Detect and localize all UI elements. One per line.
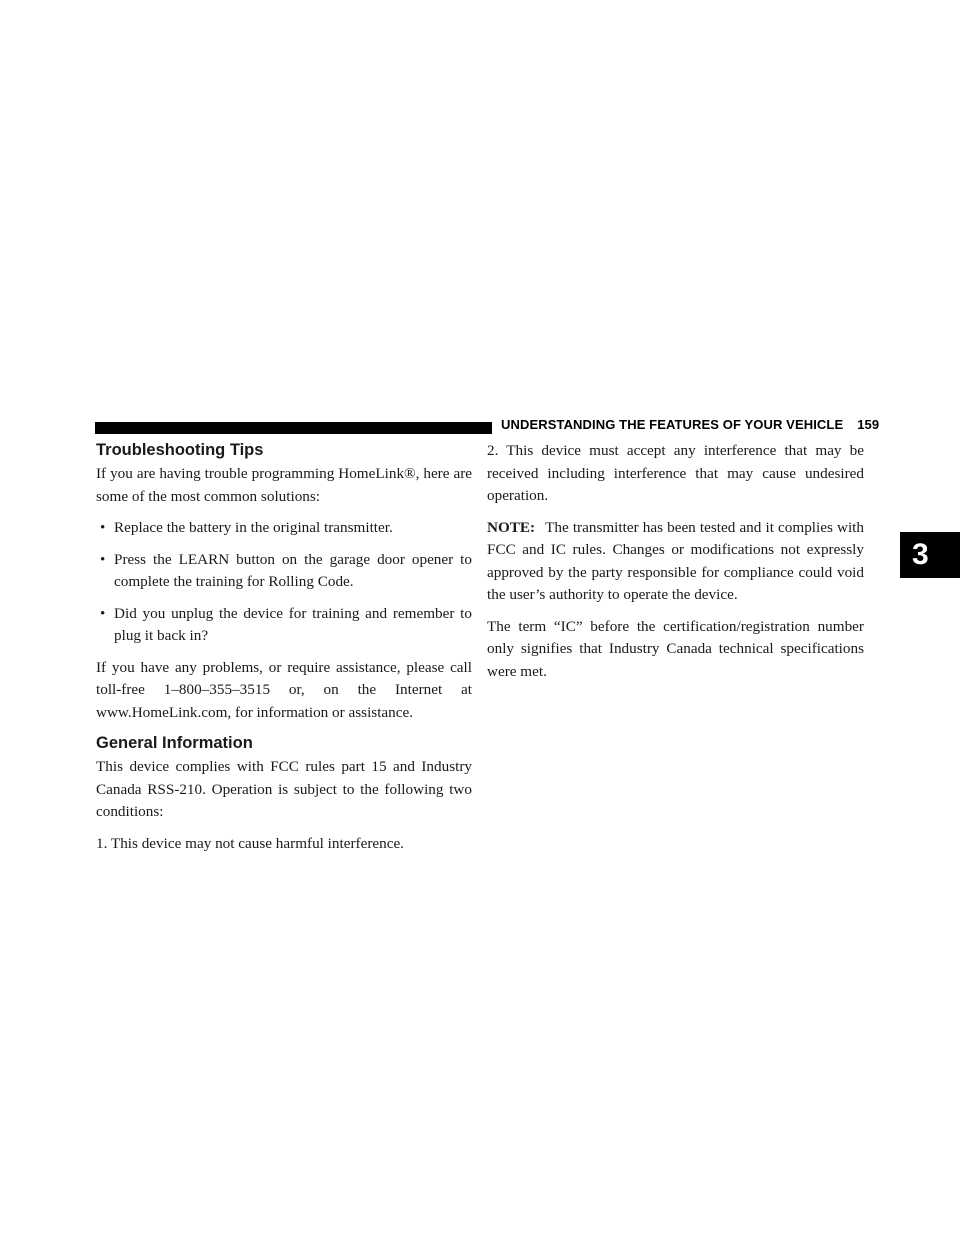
ic-paragraph: The term “IC” before the certification/registration number only signifies that Industry Canada technical specifications were met. xyxy=(487,617,864,680)
assistance-paragraph: If you have any problems, or require assistance, please call toll-free 1–800–355–3515 or, on the Internet at www.HomeLink.com, for information or assistance. xyxy=(96,658,472,721)
list-item: • Did you unplug the device for training and remember to plug it back in? xyxy=(100,604,472,644)
troubleshooting-heading: Troubleshooting Tips xyxy=(96,441,264,459)
bullet-icon: • xyxy=(100,604,106,622)
header-title: UNDERSTANDING THE FEATURES OF YOUR VEHICLE xyxy=(501,417,844,432)
troubleshooting-list xyxy=(96,517,472,648)
right-column xyxy=(487,440,864,692)
running-header xyxy=(501,417,880,432)
header-rule xyxy=(95,422,492,434)
list-item: • Press the LEARN button on the garage door opener to complete the training for Rolling Code. xyxy=(100,550,472,590)
general-information-heading: General Information xyxy=(96,734,253,752)
condition-1: 1. This device may not cause harmful interference. xyxy=(96,834,404,852)
note-paragraph xyxy=(487,517,864,607)
bullet-icon: • xyxy=(100,519,106,536)
note-text: The transmitter has been tested and it complies with FCC and IC rules. Changes or modifications not expressly approved by the party responsible for compliance could void the user’s authority to operate the device. xyxy=(487,518,864,603)
chapter-tab: 3 xyxy=(900,532,960,578)
troubleshooting-intro: If you are having trouble programming HomeLink®, here are some of the most common solutions: xyxy=(96,465,472,505)
left-column xyxy=(96,440,472,864)
page-number: 159 xyxy=(857,417,880,432)
bullet-icon: • xyxy=(100,550,106,568)
general-intro: This device complies with FCC rules part 15 and Industry Canada RSS-210. Operation is subject to the following two conditions: xyxy=(96,758,472,820)
note-label: NOTE: xyxy=(487,518,536,536)
list-item: • Replace the battery in the original transmitter. xyxy=(96,517,472,540)
condition-2: 2. This device must accept any interference that may be received including interference that may cause undesired operation. xyxy=(487,442,864,504)
